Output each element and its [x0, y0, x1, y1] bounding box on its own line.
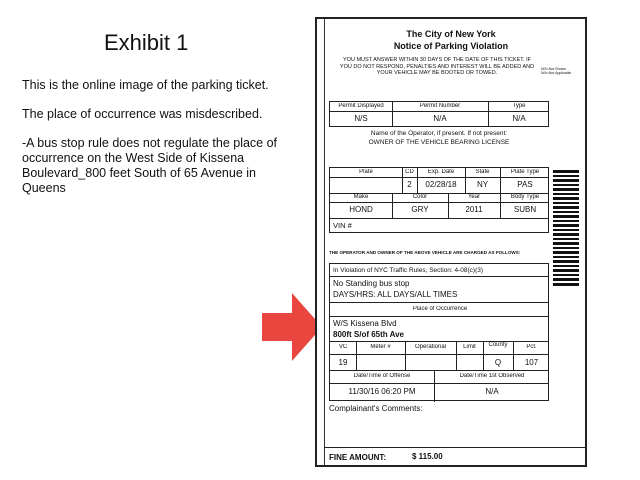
observed-datetime-value: N/A [485, 387, 499, 396]
violation-rule: In Violation of NYC Traffic Rules, Section: 4-08(c)(3) [333, 267, 484, 274]
vc-value: 19 [338, 358, 348, 367]
complainant-comments-label: Complainant's Comments: [329, 404, 423, 413]
meter-label: Meter # [370, 344, 391, 350]
permit-number-value: N/A [433, 114, 447, 123]
offense-datetime-label: Date/Time of Offense [353, 373, 411, 379]
slide-notes [22, 78, 297, 210]
plate-label: Plate [359, 169, 373, 175]
plate-type-label: Plate Type [510, 169, 540, 175]
observed-datetime-label: Date/Time 1st Observed [459, 373, 525, 379]
vin-label: VIN # [333, 221, 352, 230]
ticket-stamp: NIS=Not Shown N/A=Not Applicable [541, 67, 572, 75]
violation-box [329, 263, 549, 401]
color-label: Color [412, 194, 428, 200]
year-value: 2011 [465, 205, 483, 214]
permit-type-value: N/A [512, 114, 526, 123]
permit-displayed-value: N/S [354, 114, 368, 123]
permit-number-label: Permit Number [419, 103, 461, 109]
pct-label: Pct. [526, 344, 537, 350]
note-paragraph: The place of occurrence was misdescribed. [22, 107, 263, 121]
offense-datetime-value: 11/30/16 06:20 PM [348, 387, 416, 396]
color-value: GRY [411, 205, 429, 214]
vc-label: VC [338, 344, 348, 350]
state-value: NY [476, 180, 489, 189]
violation-desc-2: DAYS/HRS: ALL DAYS/ALL TIMES [333, 290, 458, 299]
charged-text: THE OPERATOR AND OWNER OF THE ABOVE VEHICLE ARE CHARGED AS FOLLOWS: [329, 250, 521, 255]
county-value: Q [494, 358, 502, 367]
cd-label: CD [405, 169, 414, 175]
place-line-2: 800ft S/of 65th Ave [333, 330, 404, 339]
vehicle-box [329, 167, 549, 233]
year-label: Year [467, 194, 481, 200]
permit-displayed-label: Permit Displayed [338, 103, 384, 109]
make-value: HOND [349, 205, 373, 214]
cd-value: 2 [407, 180, 412, 189]
ticket-city: The City of New York [406, 29, 496, 39]
note-paragraph: -A bus stop rule does not regulate the place of occurrence on the West Side of Kissena Boulevard_800 feet South of 65 Avenue in Queens [22, 136, 278, 195]
ticket-warning: YOU MUST ANSWER WITHIN 30 DAYS OF THE DATE OF THIS TICKET. IF YOU DO NOT RESPOND, PENALTIES AND INTEREST WILL BE ADDED AND YOUR VEHICLE MAY BE BOOTED OR TOWED. [339, 57, 535, 76]
make-label: Make [353, 194, 369, 200]
violation-desc-1: No Standing bus stop [333, 279, 410, 288]
limit-label: Limit [463, 344, 476, 350]
operator-line-2: OWNER OF THE VEHICLE BEARING LICENSE [368, 139, 510, 146]
permit-type-label: Type [512, 103, 526, 109]
right-arrow-icon [262, 293, 322, 361]
note-paragraph: This is the online image of the parking ticket. [22, 78, 269, 92]
plate-type-value: PAS [517, 180, 533, 189]
parking-ticket [315, 17, 587, 467]
ticket-heading: Notice of Parking Violation [393, 41, 509, 51]
operator-line-1: Name of the Operator, if present. If not present: [370, 130, 508, 137]
exp-date-value: 02/28/18 [425, 180, 457, 189]
body-type-value: SUBN [513, 205, 537, 214]
barcode-icon [553, 170, 579, 288]
place-of-occurrence-label: Place of Occurrence [412, 306, 468, 312]
slide-title: Exhibit 1 [104, 30, 189, 55]
state-label: State [475, 169, 490, 175]
exp-date-label: Exp. Date [427, 169, 455, 175]
operational-label: Operational [414, 344, 447, 350]
county-label: County [488, 342, 508, 348]
fine-amount-label: FINE AMOUNT: [329, 453, 387, 462]
body-type-label: Body Type [510, 194, 540, 200]
place-line-1: W/S Kissena Blvd [333, 319, 397, 328]
fine-amount-value: $ 115.00 [412, 452, 443, 461]
margin-line [324, 19, 325, 465]
permit-box [329, 101, 549, 127]
pct-value: 107 [524, 358, 539, 367]
